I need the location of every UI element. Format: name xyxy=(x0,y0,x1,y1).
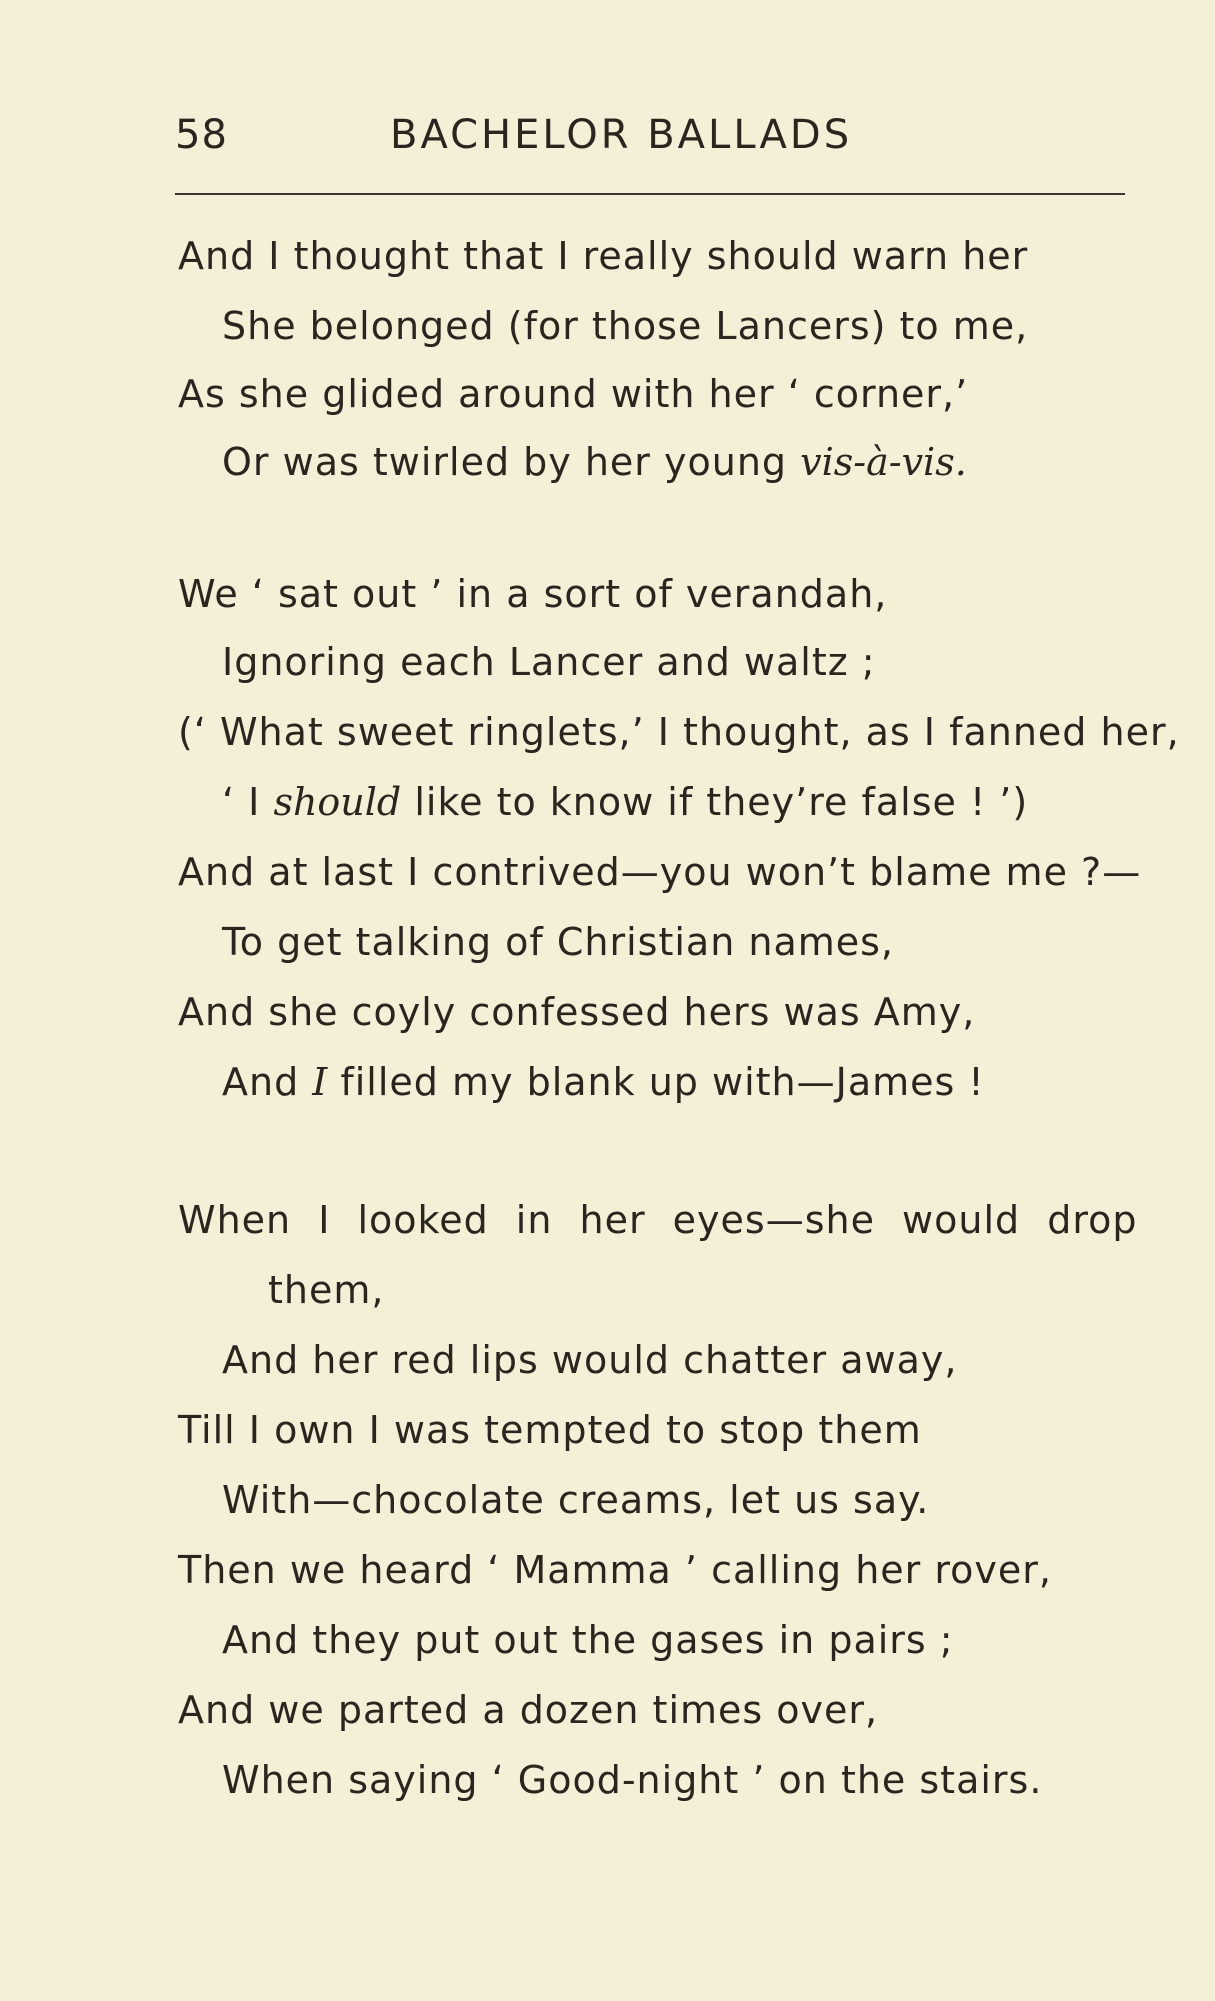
verse-line: Ignoring each Lancer and waltz ; xyxy=(222,640,876,684)
verse-line: them, xyxy=(268,1268,385,1312)
verse-line: With—chocolate creams, let us say. xyxy=(222,1478,930,1522)
verse-italic-text: vis-à-vis. xyxy=(800,440,967,484)
verse-line xyxy=(222,440,967,484)
verse-line: As she glided around with her ‘ corner,’ xyxy=(178,372,969,416)
verse-text: like to know if they’re false ! ’) xyxy=(401,780,1029,824)
header-rule xyxy=(175,193,1125,195)
verse-text: filled my blank up with—James ! xyxy=(327,1060,985,1104)
verse-text: And xyxy=(222,1060,313,1104)
verse-line: When saying ‘ Good-night ’ on the stairs. xyxy=(222,1758,1043,1802)
verse-line xyxy=(222,780,1028,824)
verse-line: When I looked in her eyes—she would drop xyxy=(178,1198,1138,1242)
verse-italic-text: I xyxy=(312,1060,328,1104)
verse-line: Then we heard ‘ Mamma ’ calling her rover, xyxy=(178,1548,1052,1592)
page-header xyxy=(175,112,1125,168)
verse-line: And they put out the gases in pairs ; xyxy=(222,1618,954,1662)
verse-line: And she coyly confessed hers was Amy, xyxy=(178,990,976,1034)
verse-text: ‘ I xyxy=(222,780,274,824)
verse-line: Till I own I was tempted to stop them xyxy=(178,1408,922,1452)
verse-line: And at last I contrived—you won’t blame me ?— xyxy=(178,850,1142,894)
page-number: 58 xyxy=(175,112,228,158)
verse-line: (‘ What sweet ringlets,’ I thought, as I fanned her, xyxy=(178,710,1180,754)
verse-line: She belonged (for those Lancers) to me, xyxy=(222,304,1029,348)
verse-italic-text: should xyxy=(273,780,402,824)
verse-line: And her red lips would chatter away, xyxy=(222,1338,958,1382)
verse-line: We ‘ sat out ’ in a sort of verandah, xyxy=(178,572,888,616)
verse-line: And we parted a dozen times over, xyxy=(178,1688,879,1732)
running-title: BACHELOR BALLADS xyxy=(390,112,853,158)
verse-line: To get talking of Christian names, xyxy=(222,920,895,964)
verse-line xyxy=(222,1060,985,1104)
verse-text: Or was twirled by her young xyxy=(222,440,801,484)
verse-line: And I thought that I really should warn her xyxy=(178,234,1029,278)
